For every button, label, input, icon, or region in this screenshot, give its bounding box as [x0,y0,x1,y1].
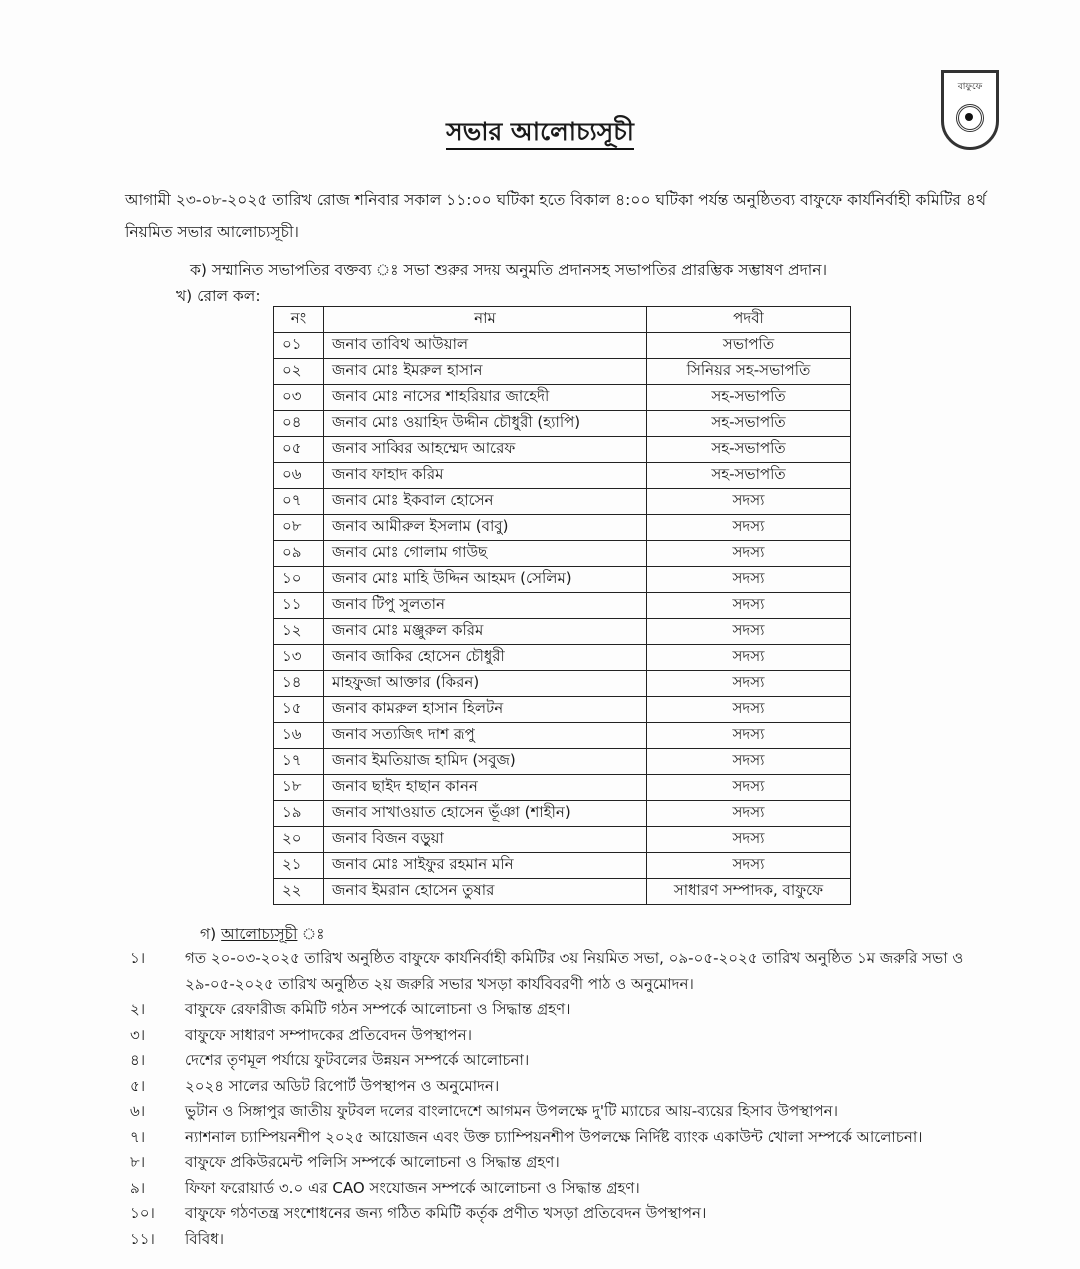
table-row [274,749,851,775]
section-ka [190,258,827,284]
row-name: জনাব ফাহাদ করিম [324,463,647,489]
row-designation: সদস্য [647,853,851,879]
row-name: জনাব আমীরুল ইসলাম (বাবু) [324,515,647,541]
agenda-text: ভুটান ও সিঙ্গাপুর জাতীয় ফুটবল দলের বাংলাদেশে আগমন উপলক্ষে দু'টি ম্যাচের আয়-ব্যয়ের হিসাব উপস্থাপন। [185,1102,838,1120]
table-row [274,723,851,749]
row-designation: সহ-সভাপতি [647,411,851,437]
row-no: ০৭ [274,489,324,515]
section-kha-label: খ) [176,287,193,305]
row-no: ১৬ [274,723,324,749]
agenda-item [130,1150,1010,1176]
row-name: জনাব বিজন বড়ুয়া [324,827,647,853]
row-name: জনাব মোঃ নাসের শাহরিয়ার জাহেদী [324,385,647,411]
row-name: জনাব কামরুল হাসান হিলটন [324,697,647,723]
row-no: ২১ [274,853,324,879]
table-row [274,359,851,385]
agenda-item [130,1125,1010,1151]
row-no: ১৩ [274,645,324,671]
agenda-item [130,1023,1010,1049]
agenda-item [130,1074,1010,1100]
row-designation: সদস্য [647,593,851,619]
row-designation: সিনিয়র সহ-সভাপতি [647,359,851,385]
row-name: জনাব ছাইদ হাছান কানন [324,775,647,801]
agenda-number: ৯। [130,1178,146,1197]
agenda-item [130,946,1010,997]
agenda-number: ৩। [130,1025,146,1044]
row-name: জনাব মোঃ ইমরুল হাসান [324,359,647,385]
table-row [274,853,851,879]
agenda-number: ২। [130,1000,146,1018]
row-name: জনাব মোঃ গোলাম গাউছ [324,541,647,567]
section-ka-heading: সম্মানিত সভাপতির বক্তব্য ঃ [211,261,399,279]
row-designation: সদস্য [647,697,851,723]
logo-text: বাফুফে [957,82,983,92]
table-row [274,671,851,697]
page-title [0,112,1080,155]
section-ga-label: গ) [200,925,217,943]
table-row [274,385,851,411]
agenda-text: দেশের তৃণমূল পর্যায়ে ফুটবলের উন্নয়ন সম্পর্কে আলোচনা। [185,1051,530,1069]
table-header-row [274,307,851,333]
row-no: ১৫ [274,697,324,723]
section-ka-label: ক) [190,261,207,279]
row-designation: সদস্য [647,515,851,541]
agenda-number: ৮। [130,1153,146,1171]
row-name: জনাব মোঃ মাহি উদ্দিন আহমদ (সেলিম) [324,567,647,593]
table-row [274,801,851,827]
table-row [274,489,851,515]
section-ga-heading: আলোচ্যসূচী [221,925,298,943]
agenda-text: বাফুফে সাধারণ সম্পাদকের প্রতিবেদন উপস্থাপন। [185,1025,472,1044]
agenda-item [130,1176,1010,1202]
table-row [274,463,851,489]
row-no: ০৫ [274,437,324,463]
section-ga-suffix: ঃ [297,925,325,943]
row-designation: সদস্য [647,723,851,749]
row-name: মাহফুজা আক্তার (কিরন) [324,671,647,697]
row-name: জনাব মোঃ ওয়াহিদ উদ্দীন চৌধুরী (হ্যাপি) [324,411,647,437]
section-ka-text: সভা শুরুর সদয় অনুমতি প্রদানসহ সভাপতির প্রারম্ভিক সম্ভাষণ প্রদান। [403,261,828,279]
row-name: জনাব মোঃ মঞ্জুরুল করিম [324,619,647,645]
section-kha-heading: রোল কল: [197,287,261,305]
agenda-text: ফিফা ফরোয়ার্ড ৩.০ এর CAO সংযোজন সম্পর্কে আলোচনা ও সিদ্ধান্ত গ্রহণ। [185,1178,640,1197]
row-name: জনাব সাখাওয়াত হোসেন ভূঁঞা (শাহীন) [324,801,647,827]
row-designation: সহ-সভাপতি [647,463,851,489]
agenda-number: ১০। [130,1204,155,1222]
agenda-number: ৪। [130,1051,146,1069]
table-row [274,827,851,853]
row-designation: সদস্য [647,775,851,801]
table-row [274,411,851,437]
agenda-text: গত ২০-০৩-২০২৫ তারিখ অনুষ্ঠিত বাফুফে কার্যনির্বাহী কমিটির ৩য় নিয়মিত সভা, ০৯-০৫-২০২৫ তারিখ অনুষ্ঠিত ১ম জরুরি সভা ও ২৯-০৫-২০২৫ তারিখ অনুষ্ঠিত ২য় জরুরি সভার খসড়া কার্যবিবরণী পাঠ ও অনুমোদন। [185,949,964,993]
row-designation: সদস্য [647,827,851,853]
agenda-text: বাফুফে গঠণতন্ত্র সংশোধনের জন্য গঠিত কমিটি কর্তৃক প্রণীত খসড়া প্রতিবেদন উপস্থাপন। [185,1204,707,1222]
agenda-text: বাফুফে রেফারীজ কমিটি গঠন সম্পর্কে আলোচনা ও সিদ্ধান্ত গ্রহণ। [185,1000,571,1018]
header-no: নং [274,307,324,333]
table-row [274,879,851,905]
row-name: জনাব তাবিথ আউয়াল [324,333,647,359]
agenda-number: ৬। [130,1102,146,1120]
agenda-list [130,946,1010,1252]
agenda-item [130,1201,1010,1227]
header-designation: পদবী [647,307,851,333]
agenda-item [130,1048,1010,1074]
table-row [274,619,851,645]
row-designation: সদস্য [647,541,851,567]
row-no: ১১ [274,593,324,619]
agenda-number: ৫। [130,1076,146,1095]
row-designation: সদস্য [647,619,851,645]
intro-paragraph: আগামী ২৩-০৮-২০২৫ তারিখ রোজ শনিবার সকাল ১১:০০ ঘটিকা হতে বিকাল ৪:০০ ঘটিকা পর্যন্ত অনুষ্ঠিতব্য বাফুফে কার্যনির্বাহী কমিটির ৪র্থ নিয়মিত সভার আলোচ্যসূচী। [125,191,986,241]
row-designation: সদস্য [647,567,851,593]
row-no: ১৪ [274,671,324,697]
row-designation: সদস্য [647,645,851,671]
row-no: ২০ [274,827,324,853]
row-no: ০৮ [274,515,324,541]
row-no: ১৮ [274,775,324,801]
section-ga [200,922,325,948]
table-row [274,697,851,723]
row-no: ১৯ [274,801,324,827]
row-name: জনাব সাব্বির আহম্মেদ আরেফ [324,437,647,463]
row-designation: সভাপতি [647,333,851,359]
row-no: ০২ [274,359,324,385]
row-designation: সদস্য [647,671,851,697]
row-designation: সাধারণ সম্পাদক, বাফুফে [647,879,851,905]
table-row [274,645,851,671]
row-no: ০৪ [274,411,324,437]
table-row [274,333,851,359]
row-name: জনাব মোঃ ইকবাল হোসেন [324,489,647,515]
table-row [274,775,851,801]
table-row [274,593,851,619]
table-row [274,437,851,463]
row-no: ১৭ [274,749,324,775]
row-name: জনাব মোঃ সাইফুর রহমান মনি [324,853,647,879]
agenda-item [130,1099,1010,1125]
row-designation: সদস্য [647,801,851,827]
row-designation: সহ-সভাপতি [647,437,851,463]
row-name: জনাব ইমরান হোসেন তুষার [324,879,647,905]
agenda-number: ১১। [130,1229,155,1248]
row-name: জনাব সত্যজিৎ দাশ রূপু [324,723,647,749]
row-no: ০৬ [274,463,324,489]
table-row [274,541,851,567]
row-name: জনাব টিপু সুলতান [324,593,647,619]
agenda-text: ২০২৪ সালের অডিট রিপোর্ট উপস্থাপন ও অনুমোদন। [185,1076,500,1095]
row-name: জনাব ইমতিয়াজ হামিদ (সবুজ) [324,749,647,775]
roll-call-table [273,306,851,905]
row-no: ০৯ [274,541,324,567]
agenda-item [130,997,1010,1023]
row-designation: সদস্য [647,749,851,775]
header-name: নাম [324,307,647,333]
agenda-number: ১। [130,949,146,967]
row-no: ১২ [274,619,324,645]
row-no: ০১ [274,333,324,359]
row-designation: সদস্য [647,489,851,515]
row-no: ২২ [274,879,324,905]
agenda-item [130,1227,1010,1253]
agenda-number: ৭। [130,1127,146,1146]
agenda-text: ন্যাশনাল চ্যাম্পিয়নশীপ ২০২৫ আয়োজন এবং উক্ত চ্যাম্পিয়নশীপ উপলক্ষে নির্দিষ্ট ব্যাংক একাউন্ট খোলা সম্পর্কে আলোচনা। [185,1127,923,1146]
title-text: সভার আলোচ্যসূচী [446,117,634,150]
row-name: জনাব জাকির হোসেন চৌধুরী [324,645,647,671]
row-designation: সহ-সভাপতি [647,385,851,411]
table-row [274,567,851,593]
agenda-text: বাফুফে প্রকিউরমেন্ট পলিসি সম্পর্কে আলোচনা ও সিদ্ধান্ত গ্রহণ। [185,1153,560,1171]
row-no: ০৩ [274,385,324,411]
row-no: ১০ [274,567,324,593]
agenda-text: বিবিধ। [185,1229,225,1248]
table-row [274,515,851,541]
section-kha [176,284,261,310]
